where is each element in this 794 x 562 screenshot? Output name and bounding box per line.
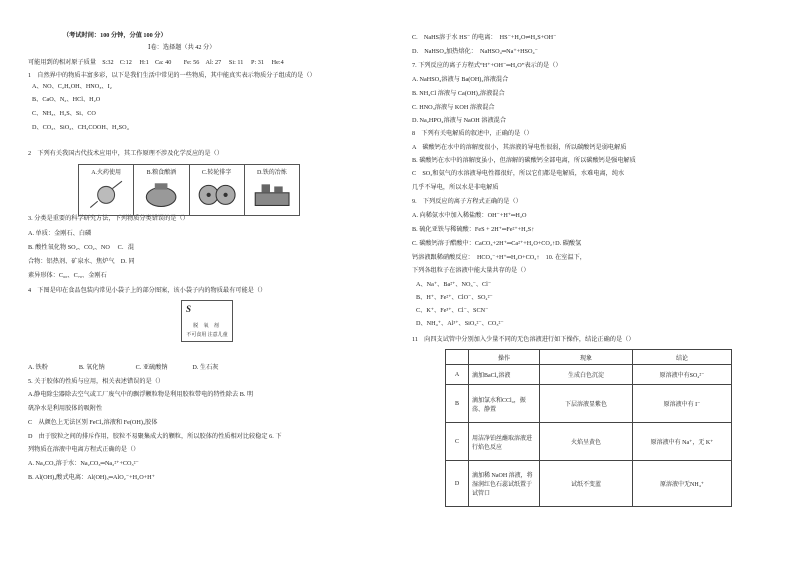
left-text-line: B. 酸性氧化物 SO₂、CO₂、NO C．混 [28,244,135,251]
packet-logo: S [186,304,192,314]
right-text-line: A、Na⁺、Ba²⁺、NO₃⁻、Cl⁻ [416,281,492,288]
row-key: C [446,423,469,461]
packet-warning: 不可食用 注意儿童 [186,333,228,338]
row-phenomenon: 火焰呈黄色 [540,423,633,461]
left-text-line: Ⅰ卷：选择题（共 42 分） [148,44,216,51]
q2-option-c [190,165,245,215]
left-text-line: D 由于胶粒之间的排斥作用，胶粒不易聚集成大的颗粒，所以胶体的性质相对比较稳定 6. 下 [28,433,282,440]
row-operation: 滴加稀 NaOH 溶液，将湿润红色石蕊试纸置于试管口 [469,461,540,507]
row-key: A [446,365,469,385]
table-row [446,461,732,507]
header-conclusion: 结论 [633,350,732,365]
header-phenomenon: 现象 [540,350,633,365]
left-text-line: C 从颜色上无法区别 FeCl₃溶液和 Fe(OH)₃胶体 [28,419,158,426]
right-text-line: B、H⁺、Fe²⁺、ClO⁻、SO₄²⁻ [416,294,493,301]
right-text-line: 下列各组粒子在溶液中能大量共存的是（） [412,267,530,274]
q2-label-a: A.火药使用 [91,170,122,176]
q2-option-d [245,165,299,215]
packet-title: 脱 氧 剂 [193,324,221,329]
right-text-line: A 碳酸钙在水中的溶解度很小，其溶液的导电性很弱，所以碳酸钙是弱电解质 [412,144,627,151]
brewing-pot-icon [140,178,182,210]
row-operation: 用洁净铂丝蘸取溶液进行焰色反应 [469,423,540,461]
left-text-line: 矾净水是利用胶体的吸附性 [28,405,103,412]
deoxidizer-packet [181,300,233,342]
right-text-line: D. NaHSO₄加热熔化： NaHSO₄═Na⁺+HSO₄⁻ [412,48,538,55]
right-text-line: 11 向四支试管中分别加入少量不同的无色溶液进行如下操作，结论正确的是（） [412,336,635,343]
left-text-line: A. 单质：金刚石、白磷 [28,230,92,237]
table-row [446,423,732,461]
left-text-line: 3. 分类是重要的科学研究方法，下列物质分类错误的是（） [28,215,189,222]
right-text-line: C、K⁺、Fe³⁺、Cl⁻、SCN⁻ [416,307,489,314]
right-text-line: D、NH₄⁺、Al³⁺、SiO₃²⁻、CO₃²⁻ [416,320,504,327]
row-key: B [446,385,469,423]
q2-option-b [134,165,189,215]
row-conclusion: 原溶液中有 Na⁺，无 K⁺ [633,423,732,461]
table-row [446,365,732,385]
left-text-line: A. Na₂CO₃溶于水：Na₂CO₃═Na₂²⁺+CO₃²⁻ [28,460,139,467]
row-conclusion: 原溶液中无NH₄⁺ [633,461,732,507]
q2-label-d: D.铁的冶炼 [256,170,287,176]
right-text-line: 钙溶液跟稀硝酸反应： HCO₃⁻+H⁺═H₂O+CO₂↑ 10. 在室温下， [412,254,586,261]
row-phenomenon: 生成白色沉淀 [540,365,633,385]
row-key: D [446,461,469,507]
q2-image-row [78,164,300,216]
left-text-line: 合物：铝热剂、矿泉水、焦炉气 D. 同 [28,258,135,265]
right-text-line: 8 下列有关电解质的叙述中，正确的是（） [412,130,533,137]
left-text-line: C、NH₃、H₂S、Si、CO [32,110,96,117]
row-phenomenon: 试纸不变蓝 [540,461,633,507]
table-header-row [446,350,732,365]
right-text-line: 几乎不导电，所以水是非电解质 [412,184,499,191]
right-text-line: A. 向稀氨水中加入稀盐酸：OH⁻+H⁺═H₂O [412,212,527,219]
left-text-line: 列物质在溶液中电离方程式正确的是（） [28,446,140,453]
row-operation: 滴加氯水和CCl₄，振荡、静置 [469,385,540,423]
left-text-line: D、CO₂、SiO₂、CH₃COOH、H₂SO₄ [32,124,129,131]
type-wheel-icon [196,178,238,210]
row-phenomenon: 下层溶液显紫色 [540,385,633,423]
left-text-line: A.静电除尘器除去空气或工厂废气中的飘浮颗粒物是利用胶粒带电的特性除去 B. 明 [28,391,254,398]
q2-label-b: B.粮食酿酒 [146,170,177,176]
firework-icon [85,178,127,210]
right-text-line: C. 碳酸钙溶于醋酸中：CaCO₃+2H⁺═Ca²⁺+H₂O+CO₂↑D. 碳酸氢 [412,240,582,247]
right-text-line: C. NaHS溶于水 HS⁻ 的电离： HS⁻+H₂O⇌H₂S+OH⁻ [412,34,557,41]
left-text-line: 1 自然界中的物质丰富多彩，以下是我们生活中常见的一些物质，其中能真实表示物质分子组成的是（） [28,72,316,79]
header-operation: 操作 [469,350,540,365]
right-text-line: B. 碳酸钙在水中的溶解度虽小，但溶解的碳酸钙全部电离，所以碳酸钙是强电解质 [412,157,636,164]
right-text-line: A. NaHSO₄溶液与 Ba(OH)₂溶液混合 [412,76,509,83]
left-text-line: 2 下列有关我国古代技术应用中，其工作原理不涉及化学反应的是（） [28,150,223,157]
table-row [446,385,732,423]
q2-option-a [79,165,134,215]
right-text-line: B. 硫化亚铁与稀硫酸：FeS + 2H⁺═Fe²⁺+H₂S↑ [412,226,535,233]
right-text-line: D. Na₂HPO₄溶液与 NaOH 溶液混合 [412,117,507,124]
right-text-line: 7. 下列反应的离子方程式“H⁺+OH⁻═H₂O”表示的是（） [412,62,562,69]
q11-table [445,349,732,507]
left-text-line: 4 下图是印在食品包装内常见小袋子上的部分图案，该小袋子内的物质最有可能是（） [28,287,267,294]
iron-smelting-icon [251,178,293,210]
row-operation: 滴加BaCl₂溶液 [469,365,540,385]
left-text-line: 可能用到的相对原子质量 S:32 C:12 H:1 Ca: 40 Fe: 56 Al: 27 Si: 11 P: 31 He:4 [28,59,284,66]
right-text-line: C. HNO₃溶液与 KOH 溶液混合 [412,104,495,111]
left-text-line: A、NO、C₂H₅OH、HNO₃、I₂ [32,83,112,90]
left-text-line: （考试时间：100 分钟，分值 100 分） [63,32,167,39]
right-text-line: 9. 下列反应的离子方程式正确的是（） [412,198,522,205]
right-text-line: C SO₂和氨气的水溶液导电性都很好，所以它们都是电解质，水难电离，纯水 [412,170,625,177]
left-text-line: A. 铁粉 B. 氧化钠 C. 亚硫酸钠 D. 生石灰 [28,364,219,371]
left-text-line: B、CaO、N₂、HCl、H₂O [32,96,101,103]
header-key [446,350,469,365]
left-text-line: 素异形体：C₆₀、C₇₀、金刚石 [28,272,107,279]
q2-label-c: C.转轮排字 [201,170,232,176]
left-text-line: 5. 关于胶体的性质与应用，相关表述错误的是（） [28,378,165,385]
row-conclusion: 原溶液中有SO₄²⁻ [633,365,732,385]
left-text-line: B. Al(OH)₃酸式电离：Al(OH)₃═AlO₂⁻+H₂O+H⁺ [28,474,155,481]
right-text-line: B. NH₄Cl 溶液与 Ca(OH)₂溶液混合 [412,90,505,97]
row-conclusion: 原溶液中有 I⁻ [633,385,732,423]
